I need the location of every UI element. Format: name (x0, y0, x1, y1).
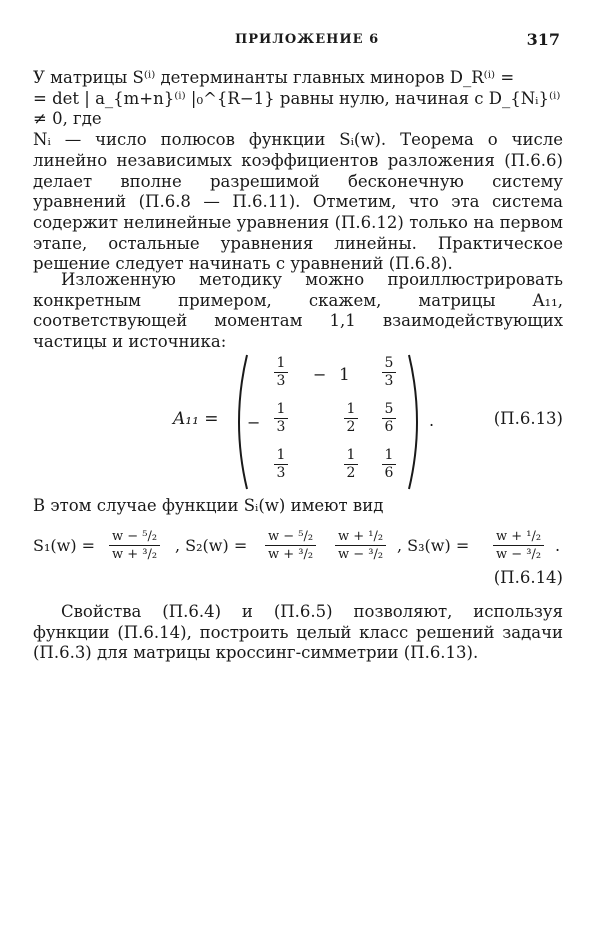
matrix-cell-3-2: $\frac{1}{2}$ (331, 447, 371, 482)
s2-fraction-a: $\frac{\text{w − ⁵/₂}}{\text{w + ³/₂}}$ (265, 528, 316, 563)
matrix-equation (33, 353, 563, 491)
matrix-cell-1-1: $\frac{1}{3}$ (261, 355, 301, 390)
s3-fraction: $\frac{\text{w + ¹/₂}}{\text{w − ³/₂}}$ (493, 528, 544, 563)
para3-text: В этом случае функции Sᵢ(w) имеют вид (33, 496, 384, 515)
matrix-tail: . (429, 411, 435, 430)
para2-text: Изложенную методику можно проиллюстрировать конкретным примером, скажем, матрицы A₁₁, соответствующей моментам 1,1 взаимодействующих частицы и источника: (33, 270, 563, 352)
paragraph-3 (33, 496, 563, 517)
matrix-cell-3-1: $\frac{1}{3}$ (261, 447, 301, 482)
s1-label: S₁(w) = (33, 536, 96, 555)
matrix-cell-2-3: $\frac{5}{6}$ (369, 401, 409, 436)
matrix-lhs: A₁₁ = (173, 409, 219, 429)
s1-fraction: $\frac{\text{w − ⁵/₂}}{\text{w + ³/₂}}$ (109, 528, 160, 563)
paragraph-4 (33, 602, 563, 664)
s2-fraction-b: $\frac{\text{w + ¹/₂}}{\text{w − ³/₂}}$ (335, 528, 386, 563)
matrix-cell-1-2-sign: − (313, 365, 327, 384)
matrix-cell-3-3: $\frac{1}{6}$ (369, 447, 409, 482)
para4-text: Свойства (П.6.4) и (П.6.5) позволяют, используя функции (П.6.14), построить целый класс решений задачи (П.6.3) для матрицы кроссинг-симметрии (П.6.13). (33, 602, 563, 663)
functions-formula (33, 528, 563, 587)
functions-tail: . (555, 536, 561, 555)
paragraph-1 (33, 68, 563, 275)
right-parenthesis (405, 353, 427, 491)
s2-label: , S₂(w) = (175, 536, 248, 555)
paragraph-2 (33, 270, 563, 353)
matrix-cell-2-2: $\frac{1}{2}$ (331, 401, 371, 436)
matrix-cell-1-2: 1 (339, 365, 350, 385)
matrix-cell-1-3: $\frac{5}{3}$ (369, 355, 409, 390)
running-title: ПРИЛОЖЕНИЕ 6 (235, 32, 380, 47)
s3-label: , S₃(w) = (397, 536, 470, 555)
matrix-cell-2-1: $\frac{1}{3}$ (261, 401, 301, 436)
para1-line-2: = det | a_{m+n}⁽ⁱ⁾ |₀^{R−1} равны нулю, начиная с D_{Nᵢ}⁽ⁱ⁾ ≠ 0, где (33, 88, 561, 129)
para1-line-1: У матрицы S⁽ⁱ⁾ детерминанты главных миноров D_R⁽ⁱ⁾ = (33, 68, 515, 87)
para1-body: Nᵢ — число полюсов функции Sᵢ(w). Теорема о числе линейно независимых коэффициентов разложения (П.6.6) делает вполне разрешимой бесконечную систему уравнений (П.6.8 — П.6.11). Отметим, что эта система содержит нелинейные уравнения (П.6.12) только на первом этапе, остальные уравнения линейны. Практическое решение следует начинать с уравнений (П.6.8). (33, 130, 563, 274)
equation-number-614: (П.6.14) (493, 568, 563, 587)
equation-number-613: (П.6.13) (493, 409, 563, 428)
matrix-cell-2-1-sign: − (247, 413, 261, 432)
page-number: 317 (526, 30, 560, 49)
